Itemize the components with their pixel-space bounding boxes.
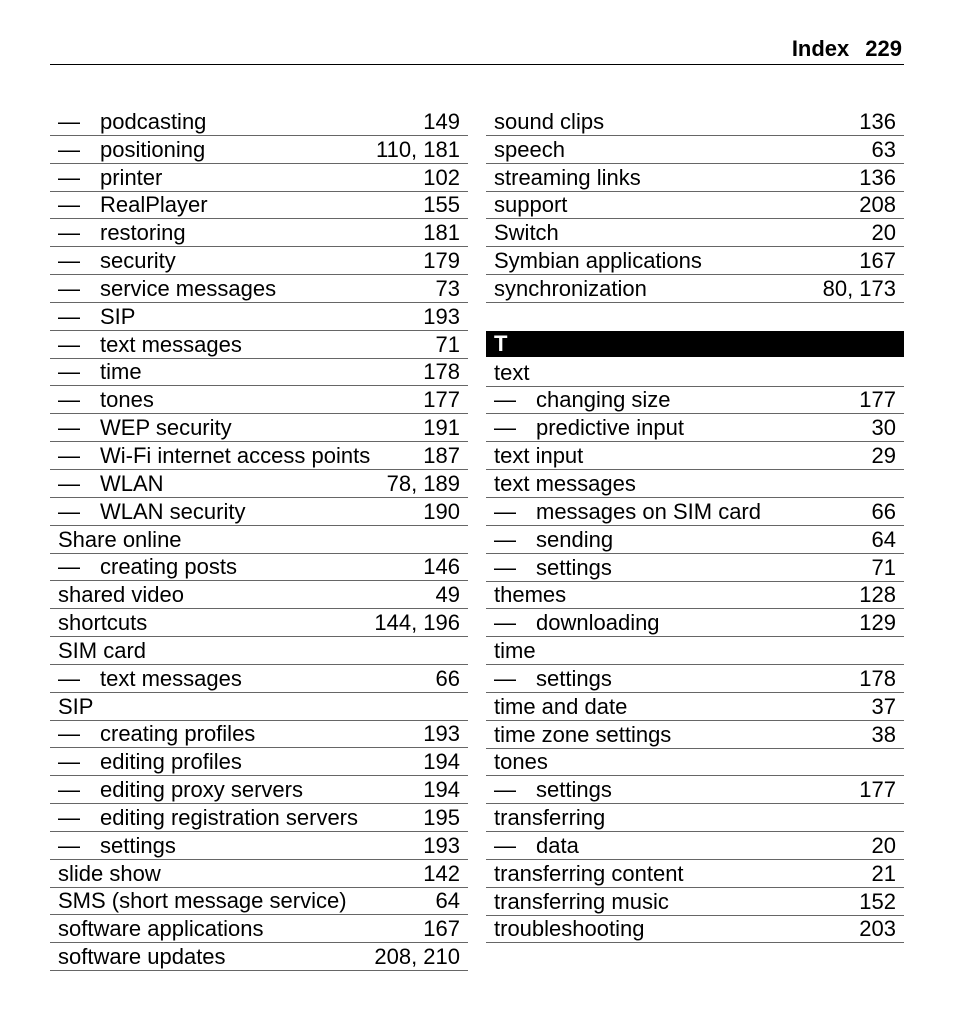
index-entry <box>50 943 468 971</box>
index-term: text messages <box>100 665 242 691</box>
page-references: 167 <box>423 916 460 942</box>
index-entry <box>486 219 904 247</box>
index-term: transferring <box>494 805 606 831</box>
index-term: settings <box>536 554 612 580</box>
subentry-dash: — <box>58 442 80 468</box>
subentry-dash: — <box>58 136 80 162</box>
index-term: data <box>536 832 579 858</box>
index-term: speech <box>494 136 565 162</box>
page-references: 179 <box>423 248 460 274</box>
page-references: 20 <box>871 832 896 858</box>
index-term: sending <box>536 526 614 552</box>
index-term: Switch <box>494 220 559 246</box>
index-entry <box>486 359 904 387</box>
page-references: 49 <box>435 582 460 608</box>
index-term: WLAN security <box>100 498 246 524</box>
index-entry <box>50 888 468 916</box>
page-number: 229 <box>865 36 902 61</box>
page-references: 129 <box>859 610 896 636</box>
index-group-t <box>486 359 904 944</box>
page-references: 208 <box>859 192 896 218</box>
page-references: 181 <box>423 220 460 246</box>
index-term: transferring content <box>494 860 684 886</box>
index-entry <box>50 860 468 888</box>
index-term: software applications <box>58 916 264 942</box>
subentry-dash: — <box>494 610 516 636</box>
subentry-dash: — <box>58 554 80 580</box>
index-term: troubleshooting <box>494 916 645 942</box>
page-references: 144, 196 <box>374 610 460 636</box>
index-term: editing registration servers <box>100 804 359 830</box>
index-subentry <box>486 554 904 582</box>
index-group-s <box>486 108 904 303</box>
index-term: time zone settings <box>494 721 672 747</box>
page-references: 128 <box>859 582 896 608</box>
index-subentry <box>50 498 468 526</box>
page-references: 194 <box>423 749 460 775</box>
index-subentry <box>486 609 904 637</box>
subentry-dash: — <box>58 220 80 246</box>
index-entry <box>50 526 468 554</box>
index-term: time and date <box>494 693 628 719</box>
page-references: 38 <box>871 721 896 747</box>
page-header <box>50 34 904 65</box>
index-term: SIM card <box>58 637 147 663</box>
index-term: streaming links <box>494 164 641 190</box>
index-subentry <box>50 470 468 498</box>
index-term: predictive input <box>536 415 684 441</box>
index-entry <box>486 136 904 164</box>
subentry-dash: — <box>58 470 80 496</box>
index-term: time <box>494 638 536 664</box>
subentry-dash: — <box>494 415 516 441</box>
subentry-dash: — <box>58 248 80 274</box>
index-subentry <box>50 108 468 136</box>
subentry-dash: — <box>494 498 516 524</box>
subentry-dash: — <box>58 164 80 190</box>
subentry-dash: — <box>494 526 516 552</box>
index-term: Wi-Fi internet access points <box>100 442 371 468</box>
page-references: 73 <box>435 275 460 301</box>
index-subentry <box>486 776 904 804</box>
index-term: editing proxy servers <box>100 777 303 803</box>
index-term: tones <box>100 387 154 413</box>
page-references: 146 <box>423 554 460 580</box>
page-references: 191 <box>423 415 460 441</box>
index-term: time <box>100 359 142 385</box>
page-references: 64 <box>435 888 460 914</box>
index-term: settings <box>536 777 612 803</box>
index-term: WEP security <box>100 415 232 441</box>
page-references: 178 <box>859 665 896 691</box>
index-subentry <box>50 275 468 303</box>
index-subentry <box>50 136 468 164</box>
index-subentry <box>50 247 468 275</box>
page-references: 30 <box>871 415 896 441</box>
index-term: text input <box>494 443 584 469</box>
index-entry <box>50 637 468 665</box>
index-entry <box>486 804 904 832</box>
index-subentry <box>486 387 904 415</box>
index-term: slide show <box>58 860 161 886</box>
index-term: settings <box>100 832 176 858</box>
page-references: 177 <box>859 777 896 803</box>
subentry-dash: — <box>58 804 80 830</box>
index-entry <box>486 721 904 749</box>
index-entry <box>50 581 468 609</box>
index-term: SIP <box>100 303 136 329</box>
index-subentry <box>486 832 904 860</box>
page-references: 193 <box>423 721 460 747</box>
index-term: service messages <box>100 275 277 301</box>
page-references: 66 <box>871 498 896 524</box>
page-references: 37 <box>871 693 896 719</box>
index-term: printer <box>100 164 163 190</box>
index-subentry <box>50 192 468 220</box>
section-letter-bar: T <box>486 331 904 357</box>
index-entry <box>486 582 904 610</box>
subentry-dash: — <box>494 387 516 413</box>
page-references: 187 <box>423 442 460 468</box>
index-subentry <box>486 665 904 693</box>
page-references: 63 <box>871 136 896 162</box>
index-entry <box>486 916 904 944</box>
subentry-dash: — <box>58 108 80 134</box>
subentry-dash: — <box>58 192 80 218</box>
page-references: 142 <box>423 860 460 886</box>
index-term: RealPlayer <box>100 192 208 218</box>
index-term: synchronization <box>494 275 647 301</box>
index-term: editing profiles <box>100 749 242 775</box>
page-references: 190 <box>423 498 460 524</box>
index-term: text messages <box>100 331 242 357</box>
index-entry <box>50 915 468 943</box>
index-entry <box>486 860 904 888</box>
page-references: 208, 210 <box>374 944 460 970</box>
page-references: 155 <box>423 192 460 218</box>
page-references: 80, 173 <box>822 275 896 301</box>
index-entry <box>486 275 904 303</box>
page-references: 194 <box>423 777 460 803</box>
index-term: Symbian applications <box>494 248 702 274</box>
page-references: 136 <box>859 164 896 190</box>
index-subentry <box>50 331 468 359</box>
subentry-dash: — <box>58 498 80 524</box>
index-subentry <box>50 359 468 387</box>
index-subentry <box>486 498 904 526</box>
index-term: SMS (short message service) <box>58 888 347 914</box>
index-term: creating posts <box>100 554 237 580</box>
subentry-dash: — <box>58 331 80 357</box>
page-references: 136 <box>859 108 896 134</box>
index-term: sound clips <box>494 108 605 134</box>
page-references: 102 <box>423 164 460 190</box>
subentry-dash: — <box>494 777 516 803</box>
page-references: 203 <box>859 916 896 942</box>
index-term: text <box>494 359 530 385</box>
page-references: 195 <box>423 804 460 830</box>
index-term: security <box>100 248 176 274</box>
index-term: messages on SIM card <box>536 498 761 524</box>
index-term: SIP <box>58 693 94 719</box>
index-term: shortcuts <box>58 610 148 636</box>
index-subentry <box>50 303 468 331</box>
index-term: creating profiles <box>100 721 256 747</box>
page-references: 20 <box>871 220 896 246</box>
page-references: 152 <box>859 888 896 914</box>
subentry-dash: — <box>494 665 516 691</box>
index-subentry <box>50 832 468 860</box>
subentry-dash: — <box>58 749 80 775</box>
index-entry <box>486 164 904 192</box>
index-subentry <box>486 414 904 442</box>
page-references: 110, 181 <box>375 136 460 162</box>
index-term: themes <box>494 582 567 608</box>
index-entry <box>50 693 468 721</box>
subentry-dash: — <box>58 359 80 385</box>
index-entry <box>486 108 904 136</box>
index-term: text messages <box>494 470 636 496</box>
page-references: 193 <box>423 303 460 329</box>
index-entry <box>50 609 468 637</box>
subentry-dash: — <box>58 415 80 441</box>
index-term: Share online <box>58 526 182 552</box>
index-entry <box>486 247 904 275</box>
index-term: positioning <box>100 136 206 162</box>
index-subentry <box>50 721 468 749</box>
index-term: WLAN <box>100 470 164 496</box>
index-entry <box>486 749 904 777</box>
index-subentry <box>50 804 468 832</box>
section-gap <box>486 303 904 331</box>
index-subentry <box>50 164 468 192</box>
index-subentry <box>50 386 468 414</box>
index-entry <box>486 470 904 498</box>
subentry-dash: — <box>58 777 80 803</box>
page-references: 177 <box>859 387 896 413</box>
index-entry <box>486 192 904 220</box>
page-references: 177 <box>423 387 460 413</box>
index-term: settings <box>536 665 612 691</box>
index-term: software updates <box>58 944 226 970</box>
index-column-right <box>486 108 904 943</box>
page-references: 71 <box>871 554 896 580</box>
index-term: restoring <box>100 220 186 246</box>
page-references: 149 <box>423 108 460 134</box>
header-title: Index <box>791 36 850 61</box>
index-entry <box>486 693 904 721</box>
index-subentry <box>50 414 468 442</box>
index-subentry <box>50 776 468 804</box>
page-references: 71 <box>435 331 460 357</box>
page-references: 21 <box>871 860 896 886</box>
index-entry <box>486 888 904 916</box>
index-term: transferring music <box>494 888 669 914</box>
page-references: 193 <box>423 832 460 858</box>
index-term: tones <box>494 749 548 775</box>
subentry-dash: — <box>58 303 80 329</box>
page-references: 64 <box>871 526 896 552</box>
subentry-dash: — <box>58 665 80 691</box>
index-subentry <box>50 554 468 582</box>
subentry-dash: — <box>494 554 516 580</box>
subentry-dash: — <box>58 275 80 301</box>
page-references: 78, 189 <box>386 470 460 496</box>
index-subentry <box>50 748 468 776</box>
subentry-dash: — <box>58 721 80 747</box>
index-subentry <box>50 219 468 247</box>
page-references: 167 <box>859 248 896 274</box>
index-subentry <box>50 442 468 470</box>
index-term: downloading <box>536 610 660 636</box>
index-term: support <box>494 192 568 218</box>
page-references: 66 <box>435 665 460 691</box>
subentry-dash: — <box>494 832 516 858</box>
page-references: 178 <box>423 359 460 385</box>
index-entry <box>486 637 904 665</box>
subentry-dash: — <box>58 387 80 413</box>
index-term: shared video <box>58 582 184 608</box>
index-term: changing size <box>536 387 671 413</box>
index-subentry <box>50 665 468 693</box>
index-term: podcasting <box>100 108 207 134</box>
subentry-dash: — <box>58 832 80 858</box>
index-entry <box>486 442 904 470</box>
page-references: 29 <box>871 443 896 469</box>
index-column-left <box>50 108 468 971</box>
index-subentry <box>486 526 904 554</box>
